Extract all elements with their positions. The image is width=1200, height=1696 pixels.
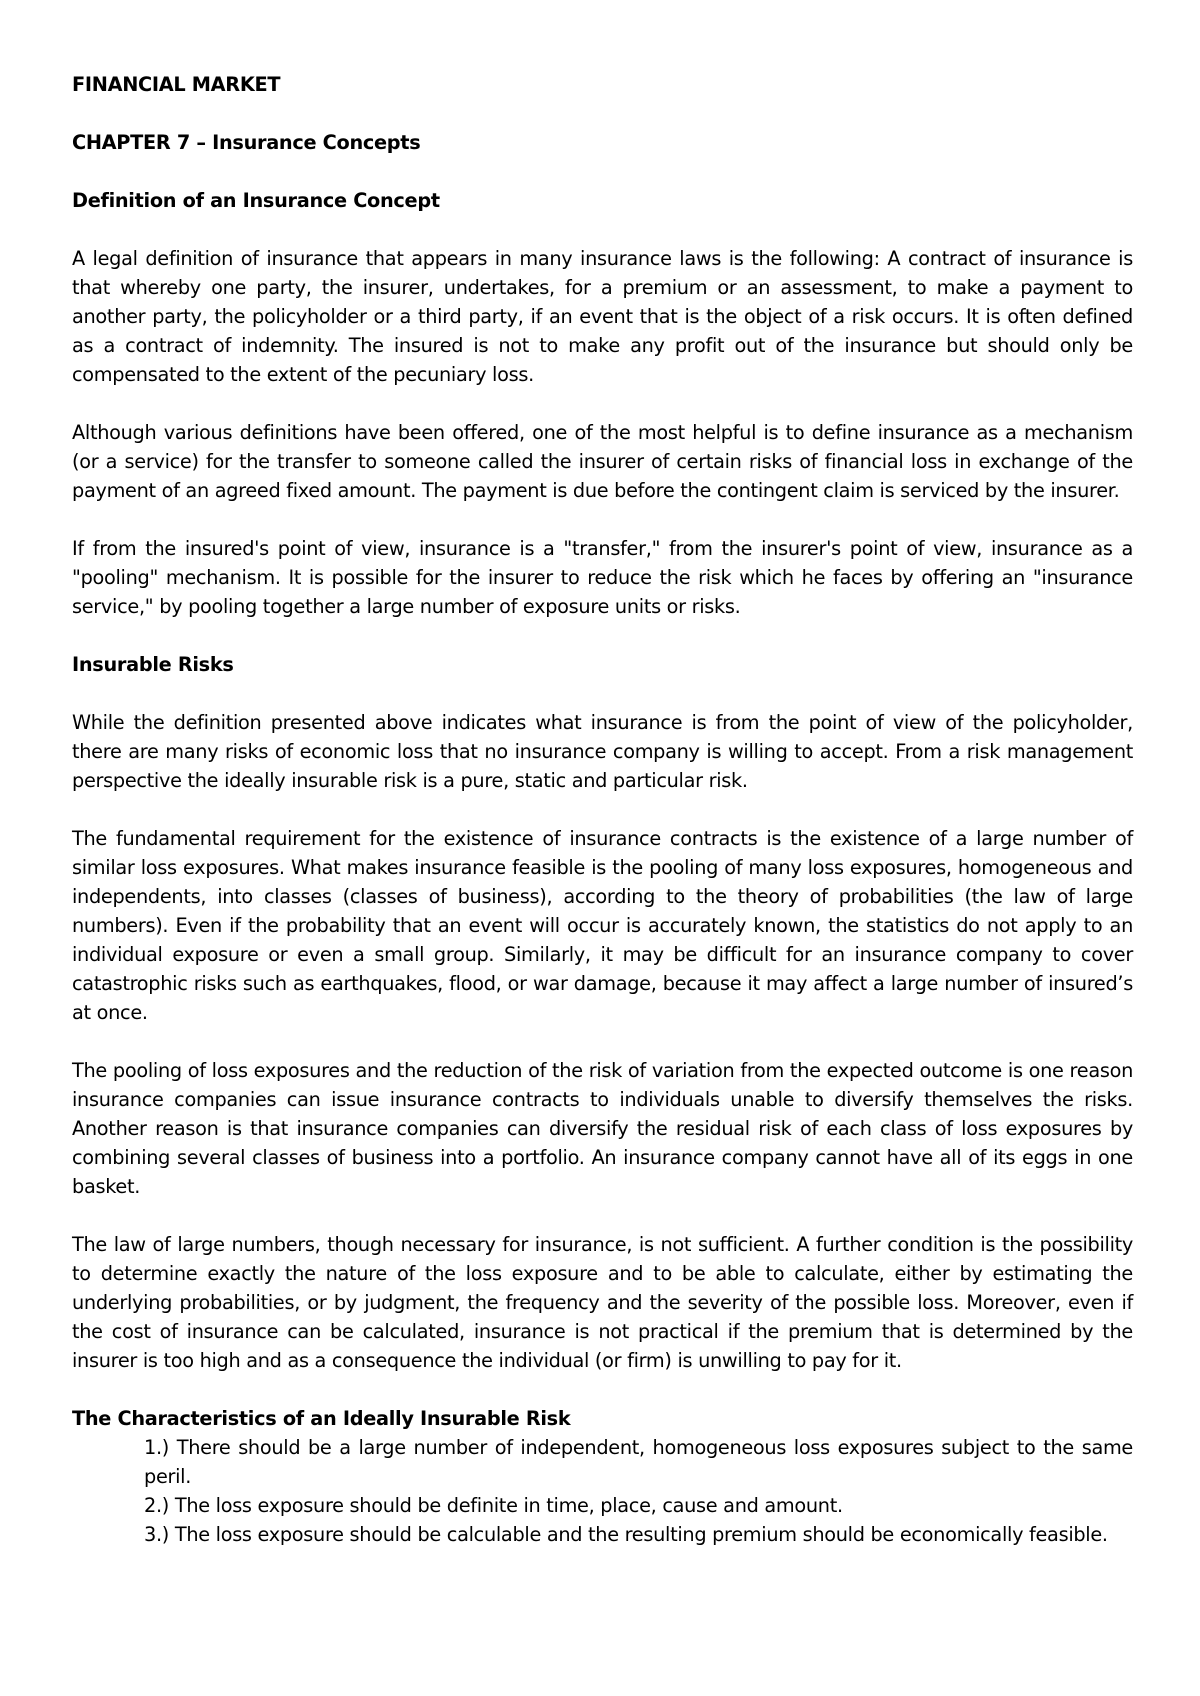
- characteristics-list: [72, 1433, 1133, 1549]
- list-item: 2.) The loss exposure should be definite in time, place, cause and amount.: [144, 1494, 843, 1517]
- section-heading: Definition of an Insurance Concept: [72, 189, 440, 212]
- section-definition: [72, 186, 1133, 621]
- paragraph: The fundamental requirement for the existence of insurance contracts is the existence of a large number of similar loss exposures. What makes insurance feasible is the pooling of many loss exposures, homogeneous and independents, into classes (classes of business), according to the theory of probabilities (the law of large numbers). Even if the probability that an event will occur is accurately known, the statistics do not apply to an individual exposure or even a small group. Similarly, it may be difficult for an insurance company to cover catastrophic risks such as earthquakes, flood, or war damage, because it may affect a large number of insured’s at once.: [72, 827, 1133, 1024]
- paragraph: The law of large numbers, though necessary for insurance, is not sufficient. A further condition is the possibility to determine exactly the nature of the loss exposure and to be able to calculate, either by estimating the underlying probabilities, or by judgment, the frequency and the severity of the possible loss. Moreover, even if the cost of insurance can be calculated, insurance is not practical if the premium that is determined by the insurer is too high and as a consequence the individual (or firm) is unwilling to pay for it.: [72, 1233, 1133, 1372]
- list-item: 3.) The loss exposure should be calculable and the resulting premium should be economically feasible.: [144, 1523, 1108, 1546]
- list-item: 1.) There should be a large number of independent, homogeneous loss exposures subject to the same peril.: [144, 1436, 1133, 1488]
- section-heading: The Characteristics of an Ideally Insurable Risk: [72, 1407, 571, 1430]
- paragraph: If from the insured's point of view, insurance is a "transfer," from the insurer's point of view, insurance as a "pooling" mechanism. It is possible for the insurer to reduce the risk which he faces by offering an "insurance service," by pooling together a large number of exposure units or risks.: [72, 537, 1133, 618]
- paragraph: A legal definition of insurance that appears in many insurance laws is the following: A contract of insurance is that whereby one party, the insurer, undertakes, for a premium or an assessment, to make a payment to another party, the policyholder or a third party, if an event that is the object of a risk occurs. It is often defined as a contract of indemnity. The insured is not to make any profit out of the insurance but should only be compensated to the extent of the pecuniary loss.: [72, 247, 1133, 386]
- document-title: FINANCIAL MARKET: [72, 73, 281, 96]
- section-characteristics: [72, 1404, 1133, 1549]
- paragraph: While the definition presented above indicates what insurance is from the point of view of the policyholder, there are many risks of economic loss that no insurance company is willing to accept. From a risk management perspective the ideally insurable risk is a pure, static and particular risk.: [72, 711, 1133, 792]
- section-heading: Insurable Risks: [72, 653, 234, 676]
- paragraph: Although various definitions have been offered, one of the most helpful is to define insurance as a mechanism (or a service) for the transfer to someone called the insurer of certain risks of financial loss in exchange of the payment of an agreed fixed amount. The payment is due before the contingent claim is serviced by the insurer.: [72, 421, 1133, 502]
- document-page: [72, 70, 1133, 1549]
- paragraph: The pooling of loss exposures and the reduction of the risk of variation from the expected outcome is one reason insurance companies can issue insurance contracts to individuals unable to diversify themselves the risks. Another reason is that insurance companies can diversify the residual risk of each class of loss exposures by combining several classes of business into a portfolio. An insurance company cannot have all of its eggs in one basket.: [72, 1059, 1133, 1198]
- section-insurable-risks: [72, 650, 1133, 1375]
- chapter-title: CHAPTER 7 – Insurance Concepts: [72, 131, 421, 154]
